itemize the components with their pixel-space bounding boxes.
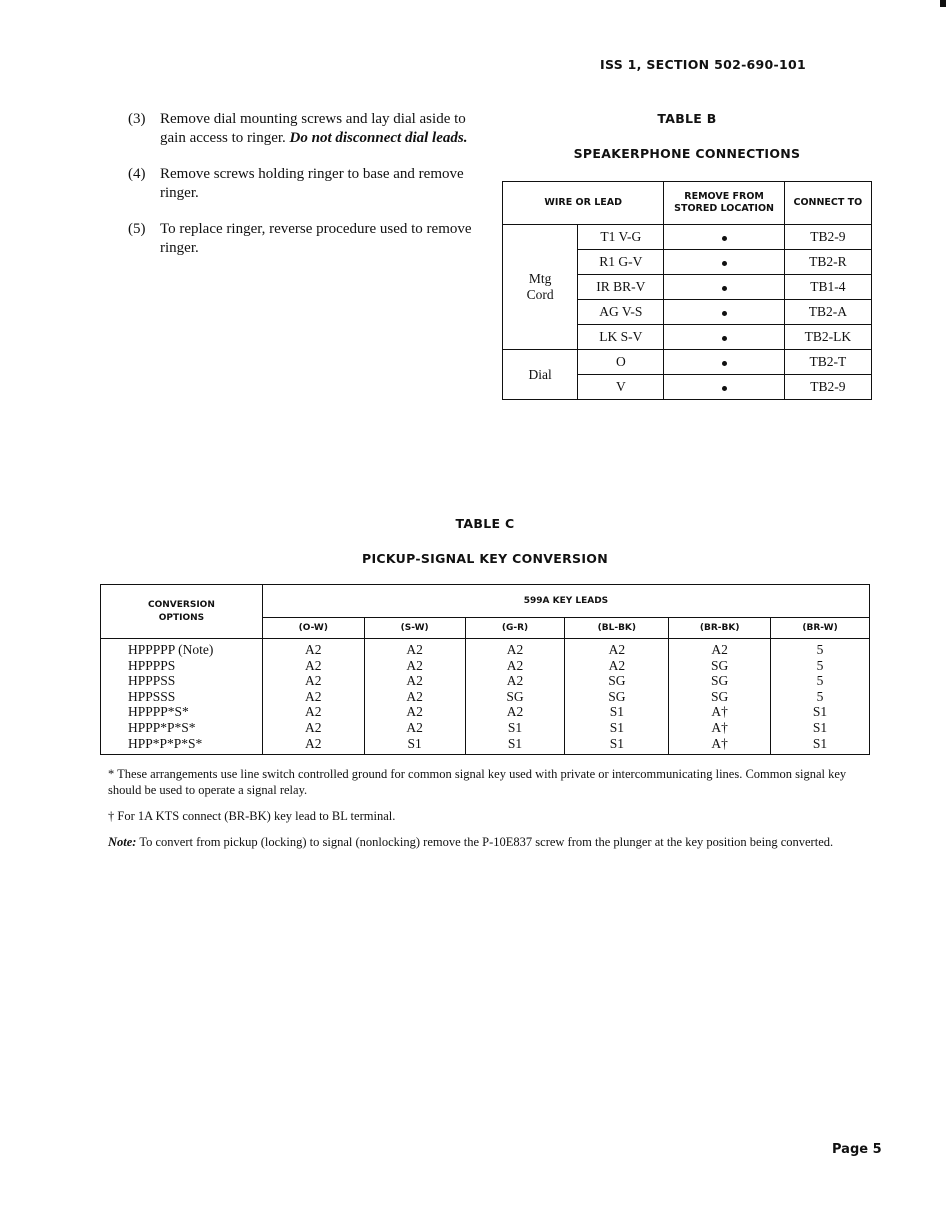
cell: S1 <box>507 719 523 735</box>
cell: A2 <box>406 673 423 689</box>
connect-cell: TB2-T <box>784 350 871 375</box>
lead-cell: LK S-V <box>578 325 664 350</box>
table-row: HPPPSS <box>128 673 176 689</box>
lead-cell: IR BR-V <box>578 275 664 300</box>
cell: SG <box>608 673 626 689</box>
page-number: Page 5 <box>832 1142 882 1157</box>
table-c <box>100 584 870 755</box>
dagger-text: For 1A KTS connect (BR-BK) key lead to BL terminal. <box>117 809 396 823</box>
connect-cell: TB1-4 <box>784 275 871 300</box>
sw-column <box>364 639 465 755</box>
table-b-header-row <box>503 182 872 225</box>
step-number: (5) <box>128 221 146 237</box>
cell: A2 <box>406 688 423 704</box>
bullet-dot <box>722 311 727 316</box>
table-b-label: TABLE B <box>657 111 717 126</box>
column-header: (O-W) <box>262 618 364 639</box>
remove-cell <box>664 275 784 300</box>
step-emphasis: Do not disconnect dial leads. <box>289 130 468 146</box>
note-text: To convert from pickup (locking) to signal (nonlocking) remove the P-10E837 screw from the plunger at the key position being converted. <box>139 835 834 849</box>
star-text: These arrangements use line switch controlled ground for common signal key used with private or intercommunicating lines. Common signal key should be used to operate a signal relay. <box>108 767 847 797</box>
step-text: Remove screws holding ringer to base and remove ringer. <box>160 166 464 201</box>
cell: A† <box>711 735 728 751</box>
leads-header: 599A KEY LEADS <box>262 585 869 618</box>
lead-cell: T1 V-G <box>578 225 664 250</box>
bullet-dot <box>722 286 727 291</box>
cell: A2 <box>711 642 728 657</box>
cell: A† <box>711 719 728 735</box>
lead-cell: O <box>578 350 664 375</box>
cell: A2 <box>406 704 423 720</box>
remove-cell <box>664 250 784 275</box>
step-3 <box>128 110 478 148</box>
table-row <box>503 350 872 375</box>
cell: SG <box>711 657 729 673</box>
lead-cell: AG V-S <box>578 300 664 325</box>
cell: A2 <box>608 642 626 657</box>
page-header: ISS 1, SECTION 502-690-101 <box>600 57 807 72</box>
bullet-dot <box>722 361 727 366</box>
cell: A2 <box>406 657 423 673</box>
brw-column <box>771 639 870 755</box>
options-column <box>101 639 263 755</box>
column-header: (BR-BK) <box>669 618 771 639</box>
blbk-column <box>565 639 669 755</box>
cell: S1 <box>609 704 624 720</box>
corner-mark <box>940 0 946 7</box>
column-header: (BL-BK) <box>565 618 669 639</box>
cell: A2 <box>608 657 626 673</box>
brbk-column <box>669 639 771 755</box>
step-4 <box>128 165 478 203</box>
step-text: To replace ringer, reverse procedure used to remove ringer. <box>160 221 472 256</box>
cell: A2 <box>406 719 423 735</box>
cell: A2 <box>506 657 524 673</box>
lead-cell: R1 G-V <box>578 250 664 275</box>
cell: A2 <box>305 719 322 735</box>
column-header: REMOVE FROM STORED LOCATION <box>664 182 784 225</box>
cell: SG <box>506 688 524 704</box>
bullet-dot <box>722 386 727 391</box>
ow-column <box>262 639 364 755</box>
step-number: (4) <box>128 166 146 182</box>
cell: A2 <box>506 642 524 657</box>
cell: A† <box>711 704 728 720</box>
column-header: CONNECT TO <box>784 182 871 225</box>
column-header: (G-R) <box>465 618 565 639</box>
table-b <box>502 181 872 400</box>
cell: A2 <box>506 673 524 689</box>
cell: SG <box>608 688 626 704</box>
cell: SG <box>711 673 729 689</box>
footnote-dagger <box>108 808 858 824</box>
table-c-label: TABLE C <box>455 516 515 531</box>
remove-cell <box>664 325 784 350</box>
cell: S1 <box>609 719 624 735</box>
cell: A2 <box>305 688 322 704</box>
remove-cell <box>664 375 784 400</box>
table-c-header-row <box>101 585 870 618</box>
group-label: Mtg Cord <box>503 225 578 350</box>
star-mark: * <box>108 767 115 781</box>
connect-cell: TB2-A <box>784 300 871 325</box>
column-header: (S-W) <box>364 618 465 639</box>
cell: A2 <box>406 642 423 657</box>
table-c-body <box>101 639 870 755</box>
options-header: CONVERSION OPTIONS <box>101 585 263 639</box>
remove-cell <box>664 350 784 375</box>
cell: 5 <box>816 642 824 657</box>
dagger-mark: † <box>108 809 115 823</box>
table-row: HPP*P*P*S* <box>128 735 203 751</box>
cell: S1 <box>812 719 828 735</box>
bullet-dot <box>722 236 727 241</box>
bullet-dot <box>722 261 727 266</box>
connect-cell: TB2-LK <box>784 325 871 350</box>
column-header: (BR-W) <box>771 618 870 639</box>
connect-cell: TB2-9 <box>784 375 871 400</box>
note-paragraph <box>108 834 858 850</box>
table-row: HPPPP*S* <box>128 704 189 720</box>
cell: SG <box>711 688 729 704</box>
cell: 5 <box>816 657 824 673</box>
cell: S1 <box>812 704 828 720</box>
cell: S1 <box>812 735 828 751</box>
cell: S1 <box>507 735 523 751</box>
group-label: Dial <box>503 350 578 400</box>
cell: S1 <box>407 735 422 751</box>
bullet-dot <box>722 336 727 341</box>
procedure-steps <box>128 110 478 275</box>
connect-cell: TB2-9 <box>784 225 871 250</box>
footnote-star <box>108 766 858 798</box>
cell: A2 <box>305 704 322 720</box>
table-b-title: SPEAKERPHONE CONNECTIONS <box>573 146 801 161</box>
connect-cell: TB2-R <box>784 250 871 275</box>
cell: 5 <box>816 688 824 704</box>
lead-cell: V <box>578 375 664 400</box>
table-row: HPPP*P*S* <box>128 719 196 735</box>
step-number: (3) <box>128 111 146 127</box>
cell: A2 <box>305 673 322 689</box>
step-5 <box>128 220 478 258</box>
cell: A2 <box>305 735 322 751</box>
table-row <box>503 225 872 250</box>
table-row: HPPPPP (Note) <box>128 642 214 657</box>
table-c-title: PICKUP-SIGNAL KEY CONVERSION <box>362 551 608 566</box>
table-row: HPPPPS <box>128 657 176 673</box>
remove-cell <box>664 300 784 325</box>
cell: A2 <box>305 642 322 657</box>
remove-cell <box>664 225 784 250</box>
cell: 5 <box>816 673 824 689</box>
column-header: WIRE OR LEAD <box>503 182 664 225</box>
step-text: Remove dial mounting screws and lay dial aside to gain access to ringer. <box>160 111 466 146</box>
cell: S1 <box>609 735 624 751</box>
note-label: Note: <box>108 835 137 849</box>
gr-column <box>465 639 565 755</box>
cell: A2 <box>305 657 322 673</box>
cell: A2 <box>506 704 524 720</box>
table-row: HPPSSS <box>128 688 176 704</box>
